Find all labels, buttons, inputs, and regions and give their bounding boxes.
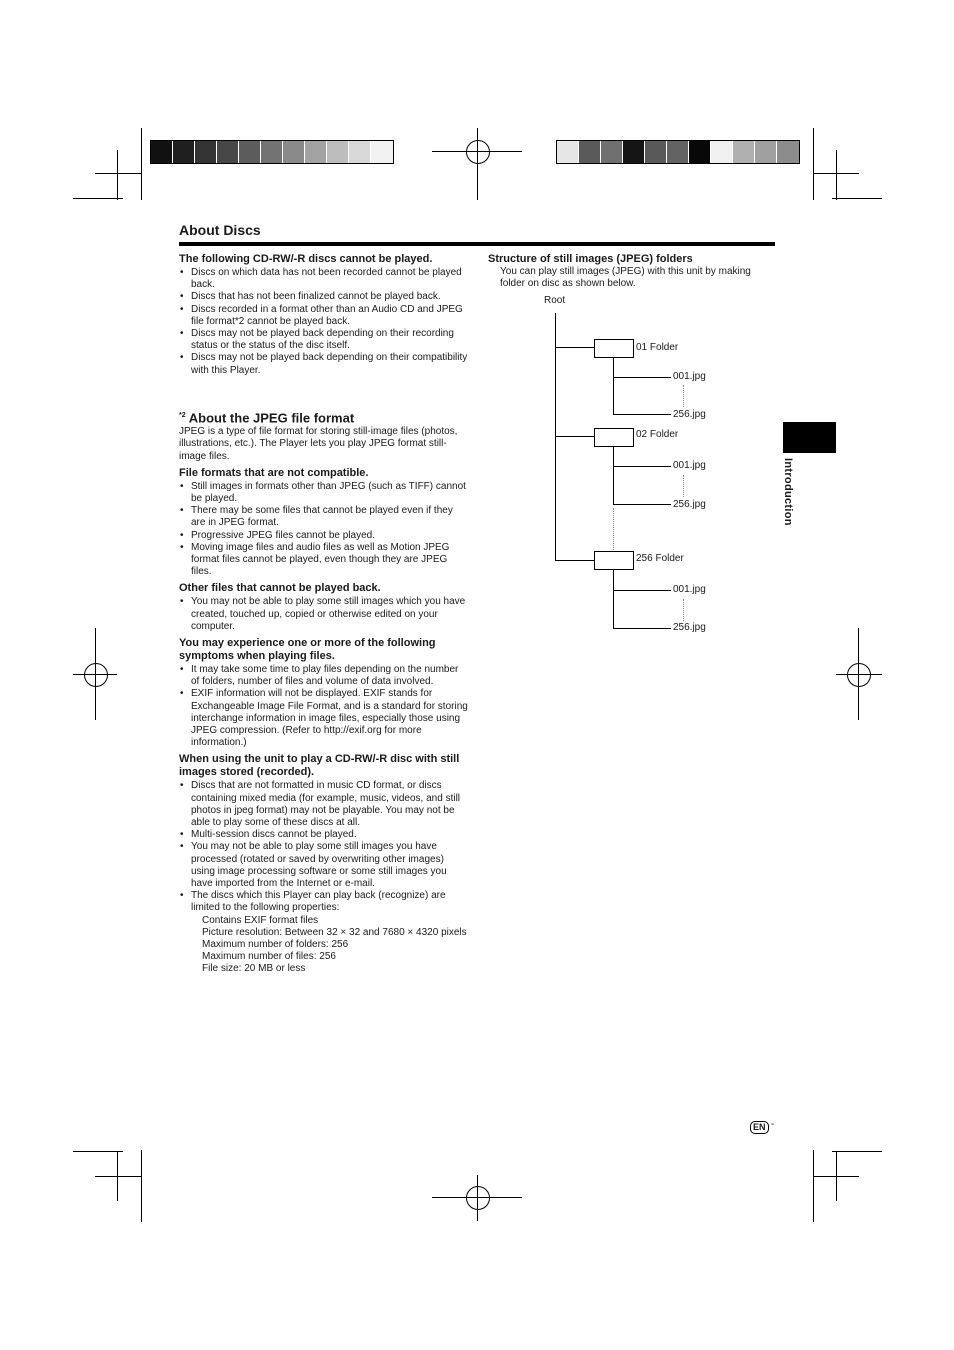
folder-label: 01 Folder: [636, 342, 679, 353]
property-line: File size: 20 MB or less: [202, 963, 306, 975]
list-item: • Still images in formats other than JPEG (such as TIFF) cannot be played.: [179, 481, 469, 505]
list-item: • Discs on which data has not been recorded cannot be played back.: [179, 267, 469, 291]
side-tab-label: Introduction: [782, 458, 794, 526]
list-item: • You may not be able to play some still images you have processed (rotated or saved by overwriting other images) using image processing software or some still images you have imported from the Internet or e-mail.: [179, 841, 469, 890]
heading-jpeg-format: [179, 408, 469, 426]
list-item: • Multi-session discs cannot be played.: [179, 829, 469, 841]
list-symptoms: [179, 664, 469, 749]
tree-line: [613, 466, 671, 467]
color-swatch: [667, 141, 689, 163]
folder-box: [594, 339, 634, 358]
property-line: Contains EXIF format files: [202, 914, 319, 926]
list-item: • Moving image files and audio files as well as Motion JPEG format files cannot be played, even though they are JPEG files.: [179, 542, 469, 579]
color-bar-right: [556, 140, 800, 164]
jpeg-intro: JPEG is a type of file format for storing still-image files (photos, illustrations, etc.). The Player lets you play JPEG format still-image files.: [179, 426, 458, 462]
color-swatch: [349, 141, 371, 163]
section-rule: [179, 242, 775, 246]
list-item: • Discs may not be played back depending on their recording status or the status of the disc itself.: [179, 328, 469, 352]
right-column: [488, 253, 768, 290]
color-swatch: [623, 141, 645, 163]
color-bar-left: [150, 140, 394, 164]
tree-branch: [555, 436, 594, 437]
color-swatch: [689, 141, 711, 163]
heading-cd-still-images: When using the unit to play a CD-RW/-R disc with still images stored (recorded).: [179, 753, 460, 779]
file-label: 001.jpg: [673, 460, 706, 471]
color-swatch: [557, 141, 579, 163]
side-tab-block: [783, 422, 836, 453]
heading-cd-not-played: The following CD-RW/-R discs cannot be played.: [179, 253, 433, 265]
color-swatch: [579, 141, 601, 163]
list-item: • Discs that has not been finalized cannot be played back.: [179, 291, 469, 303]
color-swatch: [327, 141, 349, 163]
color-swatch: [173, 141, 195, 163]
color-swatch: [733, 141, 755, 163]
file-label: 001.jpg: [673, 584, 706, 595]
color-swatch: [195, 141, 217, 163]
list-not-compatible: [179, 481, 469, 579]
folder-label: 02 Folder: [636, 429, 679, 440]
file-label: 256.jpg: [673, 409, 706, 420]
heading-jpeg-format-text: About the JPEG file format: [188, 410, 355, 426]
list-other-files: [179, 596, 469, 633]
tree-line: [613, 504, 671, 505]
list-item: • Discs that are not formatted in music CD format, or discs containing mixed media (for example, music, videos, and still photos in jpeg format) may not be playable. You may not be able to play some of these discs at all.: [179, 780, 469, 829]
list-item: • There may be some files that cannot be played even if they are in JPEG format.: [179, 505, 469, 529]
color-swatch: [261, 141, 283, 163]
tree-line: [613, 414, 671, 415]
file-label: 256.jpg: [673, 622, 706, 633]
tree-branch: [555, 347, 594, 348]
color-swatch: [283, 141, 305, 163]
page-number-dash: -: [771, 1119, 775, 1130]
tree-line: [613, 628, 671, 629]
tree-trunk: [555, 313, 556, 561]
list-item: • You may not be able to play some still images which you have created, touched up, copied or otherwise edited on your computer.: [179, 596, 469, 633]
color-swatch: [217, 141, 239, 163]
list-item: • The discs which this Player can play back (recognize) are limited to the following properties:: [179, 890, 469, 914]
list-cd-not-played: [179, 267, 469, 377]
section-title: About Discs: [179, 222, 261, 238]
folder-box: [594, 428, 634, 447]
list-item: • It may take some time to play files depending on the number of folders, number of files and volume of data involved.: [179, 664, 469, 688]
list-item: • EXIF information will not be displayed. EXIF stands for Exchangeable Image File Format, and is a standard for storing interchange information in image files, especially those using JPEG compression. (Refer to http://exif.org for more information.): [179, 688, 469, 749]
list-item: • Discs recorded in a format other than an Audio CD and JPEG file format*2 cannot be played back.: [179, 304, 469, 328]
heading-folder-structure: Structure of still images (JPEG) folders: [488, 253, 693, 265]
color-swatch: [777, 141, 799, 163]
ellipsis-dots: [683, 599, 684, 621]
list-cd-still-images: [179, 780, 469, 914]
ellipsis-dots: [613, 508, 614, 550]
folder-label: 256 Folder: [636, 553, 684, 564]
footnote-marker: *2: [179, 411, 186, 419]
language-badge: EN: [750, 1121, 769, 1134]
list-item: • Discs may not be played back depending on their compatibility with this Player.: [179, 352, 469, 376]
tree-line: [613, 590, 671, 591]
property-line: Picture resolution: Between 32 × 32 and 7680 × 4320 pixels: [202, 926, 467, 938]
heading-symptoms: You may experience one or more of the following symptoms when playing files.: [179, 637, 436, 662]
left-column: [179, 253, 469, 976]
tree-line: [613, 357, 614, 414]
heading-other-files: Other files that cannot be played back.: [179, 582, 381, 595]
property-line: Maximum number of files: 256: [202, 951, 336, 963]
color-swatch: [239, 141, 261, 163]
list-item: • Progressive JPEG files cannot be played.: [179, 530, 469, 542]
tree-line: [613, 446, 614, 504]
file-label: 001.jpg: [673, 371, 706, 382]
file-label: 256.jpg: [673, 499, 706, 510]
color-swatch: [755, 141, 777, 163]
tree-line: [613, 377, 671, 378]
heading-not-compatible: File formats that are not compatible.: [179, 466, 369, 479]
ellipsis-dots: [683, 385, 684, 407]
folder-structure-intro: You can play still images (JPEG) with this unit by making folder on disc as shown below.: [500, 266, 751, 290]
color-swatch: [151, 141, 173, 163]
color-swatch: [645, 141, 667, 163]
tree-branch: [555, 560, 594, 561]
color-swatch: [305, 141, 327, 163]
color-swatch: [601, 141, 623, 163]
color-swatch: [371, 141, 393, 163]
tree-line: [613, 569, 614, 628]
tree-root-label: Root: [544, 295, 566, 306]
color-swatch: [711, 141, 733, 163]
ellipsis-dots: [683, 475, 684, 497]
folder-box: [594, 551, 634, 570]
property-line: Maximum number of folders: 256: [202, 939, 349, 951]
